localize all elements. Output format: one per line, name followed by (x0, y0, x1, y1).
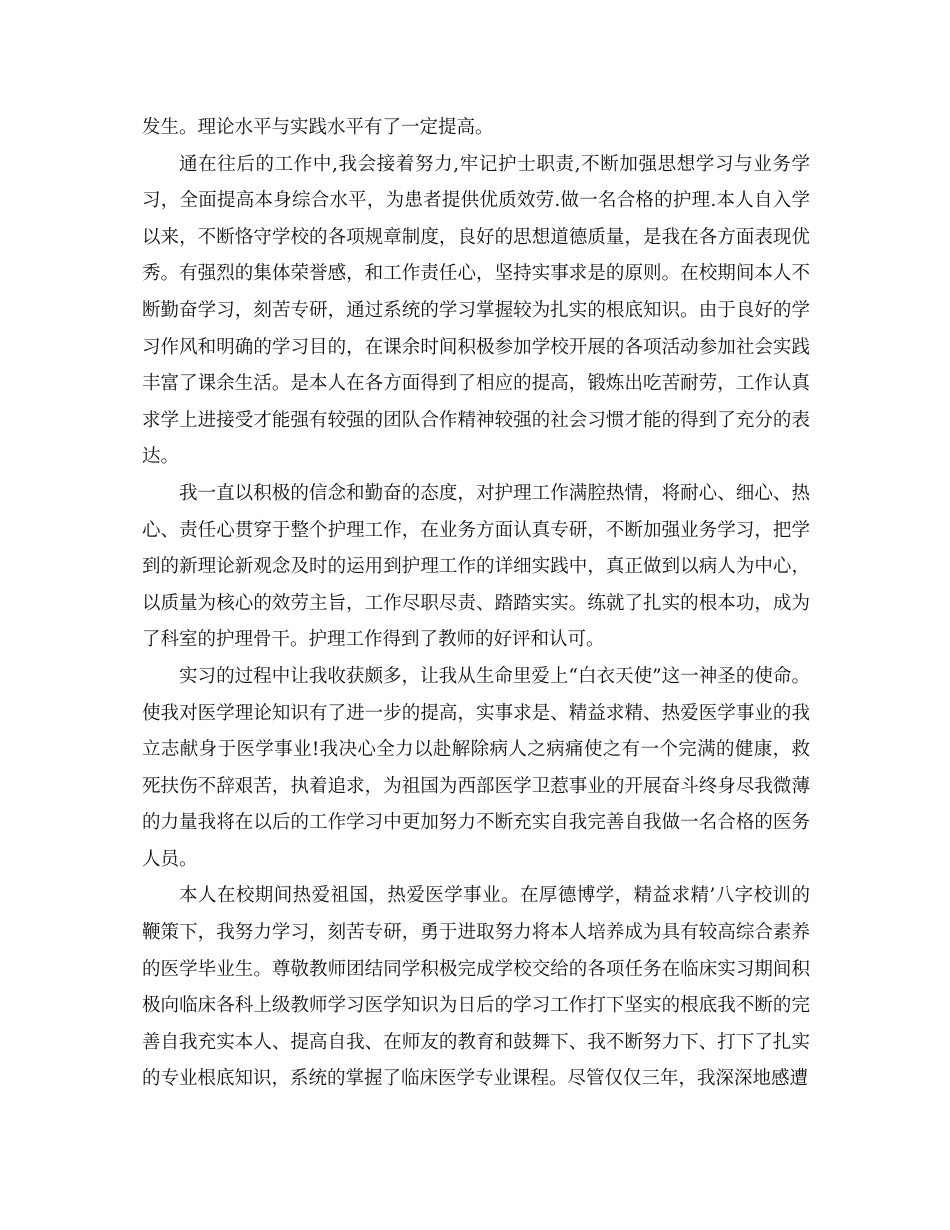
paragraph-internship: 实习的过程中让我收获颇多，让我从生命里爱上“白衣天使”这一神圣的使命。使我对医学理论知识有了进一步的提高，实事求是、精益求精、热爱医学事业的我立志献身于医学事业!我决心全力以赴解除病人之病痛使之有一个完满的健康，救死扶伤不辞艰苦，执着追求，为祖国为西部医学卫惹事业的开展奋斗终身尽我微薄的力量我将在以后的工作学习中更加努力不断充实自我完善自我做一名合格的医务人员。 (142, 665, 810, 870)
document-page (142, 110, 810, 1098)
paragraph-nursing-attitude: 我一直以积极的信念和勤奋的态度，对护理工作满腔热情，将耐心、细心、热心、责任心贯穿于整个护理工作，在业务方面认真专研，不断加强业务学习，把学到的新理论新观念及时的运用到护理工作的详细实践中，真正做到以病人为中心，以质量为核心的效劳主旨，工作尽职尽责、踏踏实实。练就了扎实的根本功，成为了科室的护理骨干。护理工作得到了教师的好评和认可。 (142, 482, 810, 651)
paragraph-school-period: 本人在校期间热爱祖国，热爱医学事业。在厚德博学，精益求精’八字校训的鞭策下，我努力学习，刻苦专研，勇于进取努力将本人培养成为具有较高综合素养的医学毕业生。尊敬教师团结同学积极完成学校交给的各项任务在临床实习期间积极向临床各科上级教师学习医学知识为日后的学习工作打下坚实的根底我不断的完善自我充实本人、提高自我、在师友的教育和鼓舞下、我不断努力下、打下了扎实的专业根底知识，系统的掌握了临床医学专业课程。尽管仅仅三年，我深深地感遭 (142, 885, 810, 1090)
paragraph-work-commitment: 通在往后的工作中,我会接着努力,牢记护士职责,不断加强思想学习与业务学习，全面提高本身综合水平，为患者提供优质效劳.做一名合格的护理.本人自入学以来，不断恪守学校的各项规章制度，良好的思想道德质量，是我在各方面表现优秀。有强烈的集体荣誉感，和工作责任心，坚持实事求是的原则。在校期间本人不断勤奋学习，刻苦专研，通过系统的学习掌握较为扎实的根底知识。由于良好的学习作风和明确的学习目的，在课余时间积极参加学校开展的各项活动参加社会实践丰富了课余生活。是本人在各方面得到了相应的提高，锻炼出吃苦耐劳，工作认真求学上进接受才能强有较强的团队合作精神较强的社会习惯才能的得到了充分的表达。 (142, 153, 810, 468)
paragraph-continuation: 发生。理论水平与实践水平有了一定提高。 (142, 117, 494, 138)
